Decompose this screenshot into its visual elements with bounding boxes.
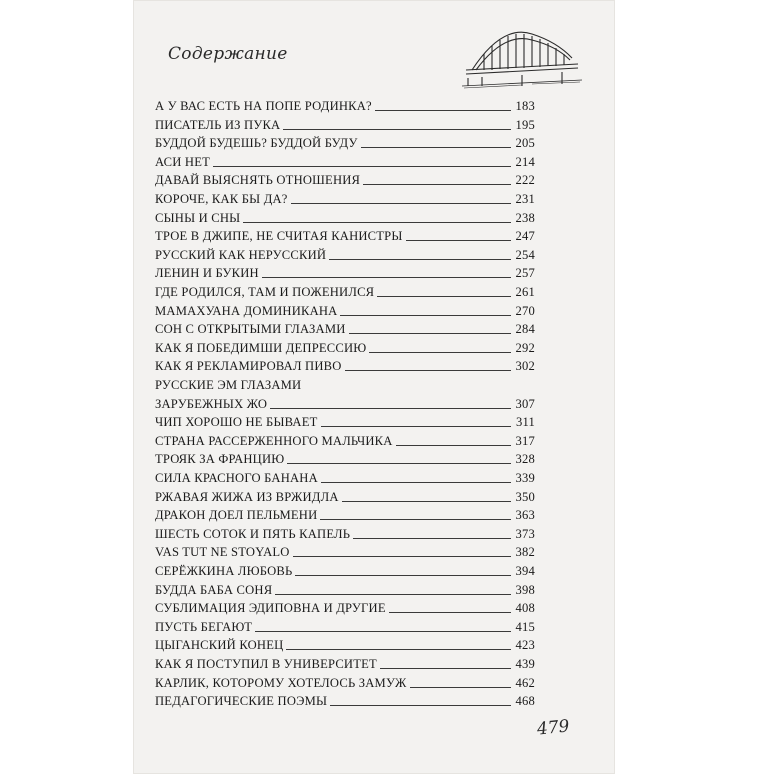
toc-entry <box>155 375 535 393</box>
toc-entry-title: СИЛА КРАСНОГО БАНАНА <box>155 471 318 485</box>
toc-entry-page: 195 <box>515 117 535 132</box>
toc-leader-line <box>287 463 511 464</box>
toc-leader-line <box>291 203 511 204</box>
toc-entry-page: 254 <box>515 247 535 262</box>
toc-entry <box>155 208 535 226</box>
toc-entry <box>155 338 535 356</box>
toc-entry-title: ЛЕНИН И БУКИН <box>155 266 259 281</box>
toc-entry-page: 284 <box>515 322 535 337</box>
toc-entry-title: РУССКИЙ КАК НЕРУССКИЙ <box>155 247 327 262</box>
toc-entry <box>155 617 535 635</box>
toc-entry-title: КАК Я ПОСТУПИЛ В УНИВЕРСИТЕТ <box>155 657 377 671</box>
toc-leader-line <box>369 352 511 353</box>
toc-entry-title: СТРАНА РАССЕРЖЕННОГО МАЛЬЧИКА <box>155 433 393 448</box>
toc-entry-title: СЕРЁЖКИНА ЛЮБОВЬ <box>155 564 293 578</box>
toc-entry-title: ПУСТЬ БЕГАЮТ <box>155 619 253 634</box>
toc-leader-line <box>320 519 511 520</box>
toc-entry-title: VAS TUT NE STOYALO <box>155 545 290 560</box>
toc-entry-title: СУБЛИМАЦИЯ ЭДИПОВНА И ДРУГИЕ <box>155 601 386 616</box>
toc-leader-line <box>295 575 511 576</box>
toc-entry-title: АСИ НЕТ <box>155 154 210 169</box>
toc-entry <box>155 301 535 319</box>
toc-entry <box>155 449 535 467</box>
toc-entry-page: 183 <box>515 99 535 113</box>
bridge-illustration-icon <box>462 14 582 90</box>
toc-entry <box>155 282 535 300</box>
toc-entry <box>155 635 535 653</box>
page-title: Содержание <box>168 44 288 64</box>
toc-entry-page: 398 <box>515 582 535 597</box>
toc-leader-line <box>321 482 511 483</box>
toc-entry-page: 328 <box>515 452 535 467</box>
toc-entry-page: 317 <box>515 433 535 448</box>
toc-entry-page: 222 <box>515 173 535 188</box>
toc-entry <box>155 431 535 449</box>
toc-entry-page: 373 <box>515 526 535 541</box>
toc-entry-title: БУДДОЙ БУДЕШЬ? БУДДОЙ БУДУ <box>155 136 358 151</box>
toc-entry <box>155 412 535 430</box>
toc-entry-title: РУССКИЕ ЭМ ГЛАЗАМИ <box>155 378 302 392</box>
toc-leader-line <box>293 556 511 557</box>
toc-entry-title: ТРОЕ В ДЖИПЕ, НЕ СЧИТАЯ КАНИСТРЫ <box>155 229 403 244</box>
toc-entry-title: РЖАВАЯ ЖИЖА ИЗ ВРЖИДЛА <box>155 489 339 504</box>
toc-entry-page: 468 <box>515 694 535 709</box>
toc-entry-title: КАК Я ПОБЕДИМШИ ДЕПРЕССИЮ <box>155 340 367 355</box>
toc-entry-page: 439 <box>515 657 535 671</box>
toc-leader-line <box>270 408 511 409</box>
toc-leader-line <box>286 649 511 650</box>
toc-entry-title: ДАВАЙ ВЫЯСНЯТЬ ОТНОШЕНИЯ <box>155 173 361 188</box>
toc-entry <box>155 580 535 598</box>
toc-entry-title: БУДДА БАБА СОНЯ <box>155 582 273 597</box>
toc-entry <box>155 654 535 672</box>
toc-entry-page: 423 <box>515 638 535 653</box>
toc-entry-title: ТРОЯК ЗА ФРАНЦИЮ <box>155 452 285 467</box>
toc-leader-line <box>330 705 511 706</box>
toc-entry <box>155 245 535 263</box>
toc-entry-page: 363 <box>515 508 535 523</box>
toc-entry-page: 382 <box>515 545 535 560</box>
toc-entry-page: 270 <box>515 303 535 318</box>
toc-leader-line <box>262 277 511 278</box>
toc-entry <box>155 524 535 542</box>
toc-leader-line <box>345 370 511 371</box>
toc-entry <box>155 226 535 244</box>
toc-entry-page: 350 <box>515 489 535 504</box>
toc-entry-page: 205 <box>515 136 535 151</box>
toc-entry <box>155 691 535 709</box>
toc-entry-title: МАМАХУАНА ДОМИНИКАНА <box>155 303 338 318</box>
toc-entry-title: КАРЛИК, КОТОРОМУ ХОТЕЛОСЬ ЗАМУЖ <box>155 675 407 690</box>
toc-entry-title: ПЕДАГОГИЧЕСКИЕ ПОЭМЫ <box>155 694 328 709</box>
toc-entry <box>155 598 535 616</box>
toc-entry <box>155 673 535 691</box>
toc-entry-title: СЫНЫ И СНЫ <box>155 210 241 225</box>
toc-entry-page: 462 <box>515 675 535 690</box>
toc-entry <box>155 263 535 281</box>
toc-entry-page: 238 <box>515 210 535 225</box>
toc-leader-line <box>396 445 511 446</box>
toc-entry-page: 415 <box>515 619 535 634</box>
toc-leader-line <box>389 612 511 613</box>
toc-entry-page: 302 <box>515 359 535 374</box>
toc-leader-line <box>275 594 511 595</box>
toc-entry <box>155 189 535 207</box>
toc-entry-title: ЗАРУБЕЖНЫХ ЖО <box>155 396 268 411</box>
toc-entry-page: 292 <box>515 340 535 355</box>
toc-entry-title: А У ВАС ЕСТЬ НА ПОПЕ РОДИНКА? <box>155 99 372 113</box>
toc-entry-title: ПИСАТЕЛЬ ИЗ ПУКА <box>155 117 281 132</box>
toc-leader-line <box>377 296 511 297</box>
toc-entry <box>155 561 535 579</box>
toc-entry-page: 214 <box>515 154 535 169</box>
toc-leader-line <box>243 222 511 223</box>
toc-entry-title: КАК Я РЕКЛАМИРОВАЛ ПИВО <box>155 359 342 374</box>
toc-entry-title: ДРАКОН ДОЕЛ ПЕЛЬМЕНИ <box>155 508 318 523</box>
toc-entry-page: 247 <box>515 229 535 244</box>
toc-leader-line <box>406 240 511 241</box>
toc-entry-page: 257 <box>515 266 535 281</box>
toc-entry-title: ГДЕ РОДИЛСЯ, ТАМ И ПОЖЕНИЛСЯ <box>155 285 375 299</box>
toc-entry <box>155 170 535 188</box>
toc-leader-line <box>410 687 511 688</box>
page-number: 479 <box>536 716 571 740</box>
toc-entry <box>155 542 535 560</box>
toc-entry <box>155 133 535 151</box>
toc-entry <box>155 468 535 486</box>
toc-entry-page: 394 <box>515 564 535 578</box>
toc-entry <box>155 115 535 133</box>
toc-leader-line <box>375 110 511 111</box>
toc-leader-line <box>361 147 511 148</box>
toc-entry <box>155 356 535 374</box>
toc-entry <box>155 394 535 412</box>
toc-entry <box>155 487 535 505</box>
toc-leader-line <box>283 129 511 130</box>
toc-leader-line <box>363 184 511 185</box>
toc-entry-title: ЦЫГАНСКИЙ КОНЕЦ <box>155 638 284 653</box>
toc-entry-title: КОРОЧЕ, КАК БЫ ДА? <box>155 192 288 206</box>
toc-entry <box>155 505 535 523</box>
toc-leader-line <box>380 668 511 669</box>
toc-entry-page: 231 <box>515 192 535 206</box>
toc-entry-page: 408 <box>515 601 535 616</box>
toc-leader-line <box>255 631 511 632</box>
toc-entry-page: 307 <box>515 396 535 411</box>
toc-entry-page: 261 <box>515 285 535 299</box>
toc-leader-line <box>353 538 511 539</box>
toc-leader-line <box>349 333 511 334</box>
toc-entry <box>155 96 535 114</box>
toc-entry-title: ЧИП ХОРОШО НЕ БЫВАЕТ <box>155 415 318 430</box>
toc-entry <box>155 152 535 170</box>
toc-entry-title: СОН С ОТКРЫТЫМИ ГЛАЗАМИ <box>155 322 346 337</box>
toc-entry-page: 311 <box>515 415 535 430</box>
toc-leader-line <box>213 166 511 167</box>
toc-entry <box>155 319 535 337</box>
toc-leader-line <box>342 501 511 502</box>
toc-leader-line <box>329 259 511 260</box>
toc-entry-page: 339 <box>515 471 535 485</box>
toc-entry-title: ШЕСТЬ СОТОК И ПЯТЬ КАПЕЛЬ <box>155 526 351 541</box>
toc-leader-line <box>304 389 511 390</box>
toc-leader-line <box>321 426 511 427</box>
toc-leader-line <box>340 315 511 316</box>
